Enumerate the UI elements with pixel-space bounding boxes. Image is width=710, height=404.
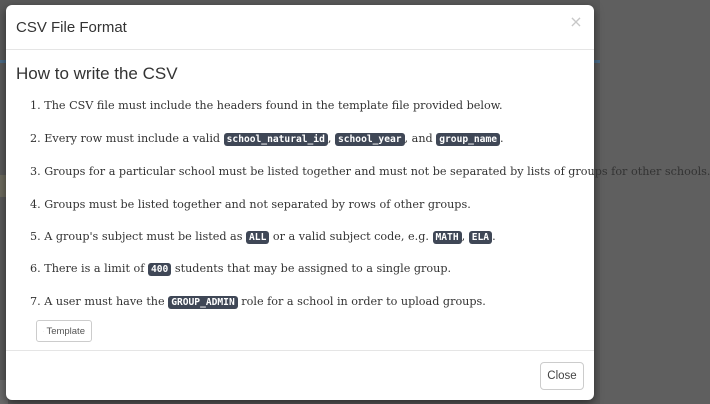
csv-format-dialog: [6, 5, 710, 400]
modal-footer: [6, 350, 594, 400]
instruction-item: [30, 97, 590, 115]
instruction-text: 3. Groups for a particular school must be listed together and must not be separated by lists of groups for other schools.: [30, 165, 710, 178]
code-badge: school_year: [335, 133, 405, 146]
code-badge: ELA: [469, 231, 492, 244]
instruction-text: 4. Groups must be listed together and not separated by rows of other groups.: [30, 198, 471, 211]
code-badge: ALL: [246, 231, 269, 244]
instruction-item: [30, 163, 710, 181]
code-badge: GROUP_ADMIN: [168, 296, 238, 309]
instruction-item: [30, 228, 590, 246]
instruction-text: 2. Every row must include a valid: [30, 132, 224, 145]
section-title: How to write the CSV: [16, 64, 178, 83]
instruction-item: [30, 260, 590, 278]
code-badge: 400: [148, 263, 171, 276]
code-badge: group_name: [436, 133, 500, 146]
instruction-text: role for a school in order to upload groups.: [237, 295, 486, 308]
instruction-text: 6. There is a limit of: [30, 262, 148, 275]
code-badge: school_natural_id: [224, 133, 328, 146]
instruction-item: [30, 130, 590, 148]
close-icon[interactable]: ×: [569, 12, 583, 31]
modal-body: [6, 50, 710, 350]
instruction-text: .: [492, 230, 496, 243]
close-button[interactable]: Close: [540, 362, 584, 390]
instruction-text: 5. A group's subject must be listed as: [30, 230, 247, 243]
instruction-text: 1. The CSV file must include the headers found in the template file provided below.: [30, 99, 503, 112]
template-button-label: Template: [46, 325, 85, 337]
instruction-item: [30, 293, 590, 311]
instruction-text: students that may be assigned to a single group.: [171, 262, 452, 275]
instruction-text: or a valid subject code, e.g.: [269, 230, 433, 243]
modal-header: [6, 5, 594, 50]
code-badge: MATH: [433, 231, 462, 244]
modal-title: CSV File Format: [16, 19, 127, 36]
template-download-button[interactable]: [36, 320, 92, 342]
instruction-list: [6, 50, 710, 350]
instruction-text: ,: [327, 132, 335, 145]
instruction-item: [30, 196, 590, 214]
instruction-text: 7. A user must have the: [30, 295, 169, 308]
instruction-text: .: [500, 132, 504, 145]
instruction-text: ,: [461, 230, 469, 243]
instruction-text: , and: [404, 132, 437, 145]
